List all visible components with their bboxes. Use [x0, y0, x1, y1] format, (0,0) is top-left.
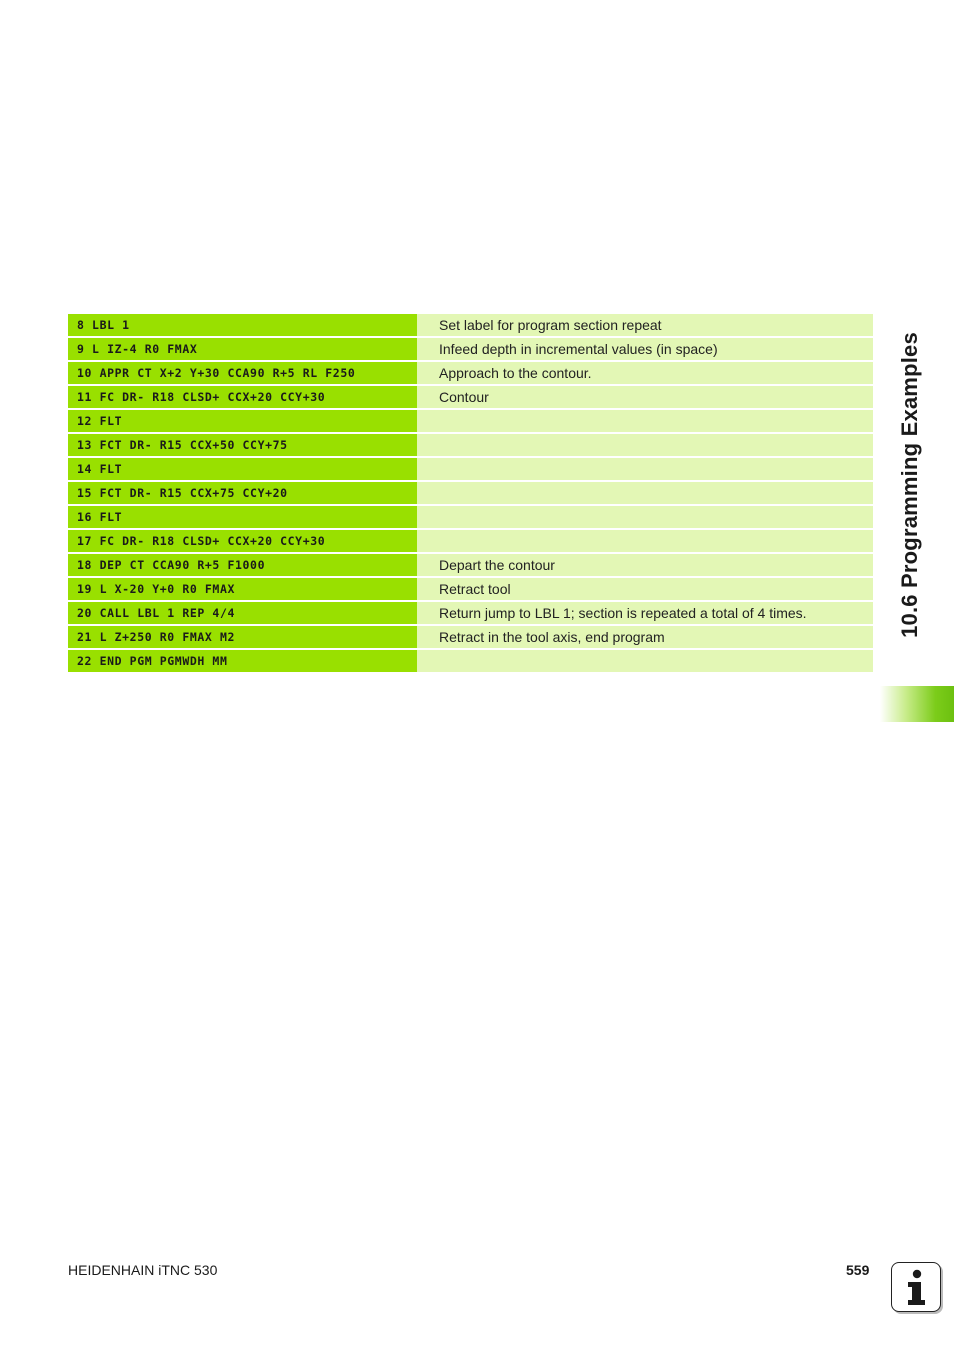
program-row — [68, 602, 873, 624]
program-listing-table — [68, 312, 873, 674]
nc-code-line: 14 FLT — [68, 458, 417, 480]
program-row — [68, 458, 873, 480]
program-row — [68, 410, 873, 432]
code-description — [417, 410, 873, 432]
program-row — [68, 650, 873, 672]
program-row — [68, 506, 873, 528]
code-description: Depart the contour — [417, 554, 873, 576]
program-row — [68, 314, 873, 336]
code-description — [417, 506, 873, 528]
nc-code-line: 15 FCT DR- R15 CCX+75 CCY+20 — [68, 482, 417, 504]
code-description: Set label for program section repeat — [417, 314, 873, 336]
code-description: Infeed depth in incremental values (in space) — [417, 338, 873, 360]
nc-code-line: 10 APPR CT X+2 Y+30 CCA90 R+5 RL F250 — [68, 362, 417, 384]
section-title-text: 10.6 Programming Examples — [897, 331, 923, 638]
nc-code-line: 19 L X-20 Y+0 R0 FMAX — [68, 578, 417, 600]
code-description — [417, 458, 873, 480]
program-row — [68, 386, 873, 408]
nc-code-line: 20 CALL LBL 1 REP 4/4 — [68, 602, 417, 624]
nc-code-line: 18 DEP CT CCA90 R+5 F1000 — [68, 554, 417, 576]
code-description: Approach to the contour. — [417, 362, 873, 384]
code-description — [417, 650, 873, 672]
nc-code-line: 9 L IZ-4 R0 FMAX — [68, 338, 417, 360]
nc-code-line: 17 FC DR- R18 CLSD+ CCX+20 CCY+30 — [68, 530, 417, 552]
program-row — [68, 482, 873, 504]
nc-code-line: 16 FLT — [68, 506, 417, 528]
info-icon — [891, 1262, 941, 1312]
program-row — [68, 578, 873, 600]
code-description: Contour — [417, 386, 873, 408]
info-icon-glyph — [892, 1263, 940, 1311]
section-title — [892, 312, 928, 657]
chapter-tab-marker — [880, 686, 954, 722]
code-description — [417, 434, 873, 456]
page-number: 559 — [846, 1262, 870, 1278]
nc-code-line: 13 FCT DR- R15 CCX+50 CCY+75 — [68, 434, 417, 456]
program-row — [68, 434, 873, 456]
code-description — [417, 530, 873, 552]
program-listing-body — [68, 314, 873, 672]
code-description — [417, 482, 873, 504]
program-row — [68, 338, 873, 360]
footer-product-name: HEIDENHAIN iTNC 530 — [68, 1262, 218, 1278]
program-row — [68, 554, 873, 576]
code-description: Return jump to LBL 1; section is repeated a total of 4 times. — [417, 602, 873, 624]
program-row — [68, 362, 873, 384]
program-row — [68, 626, 873, 648]
nc-code-line: 12 FLT — [68, 410, 417, 432]
nc-code-line: 22 END PGM PGMWDH MM — [68, 650, 417, 672]
nc-code-line: 11 FC DR- R18 CLSD+ CCX+20 CCY+30 — [68, 386, 417, 408]
code-description: Retract in the tool axis, end program — [417, 626, 873, 648]
code-description: Retract tool — [417, 578, 873, 600]
nc-code-line: 21 L Z+250 R0 FMAX M2 — [68, 626, 417, 648]
nc-code-line: 8 LBL 1 — [68, 314, 417, 336]
program-row — [68, 530, 873, 552]
